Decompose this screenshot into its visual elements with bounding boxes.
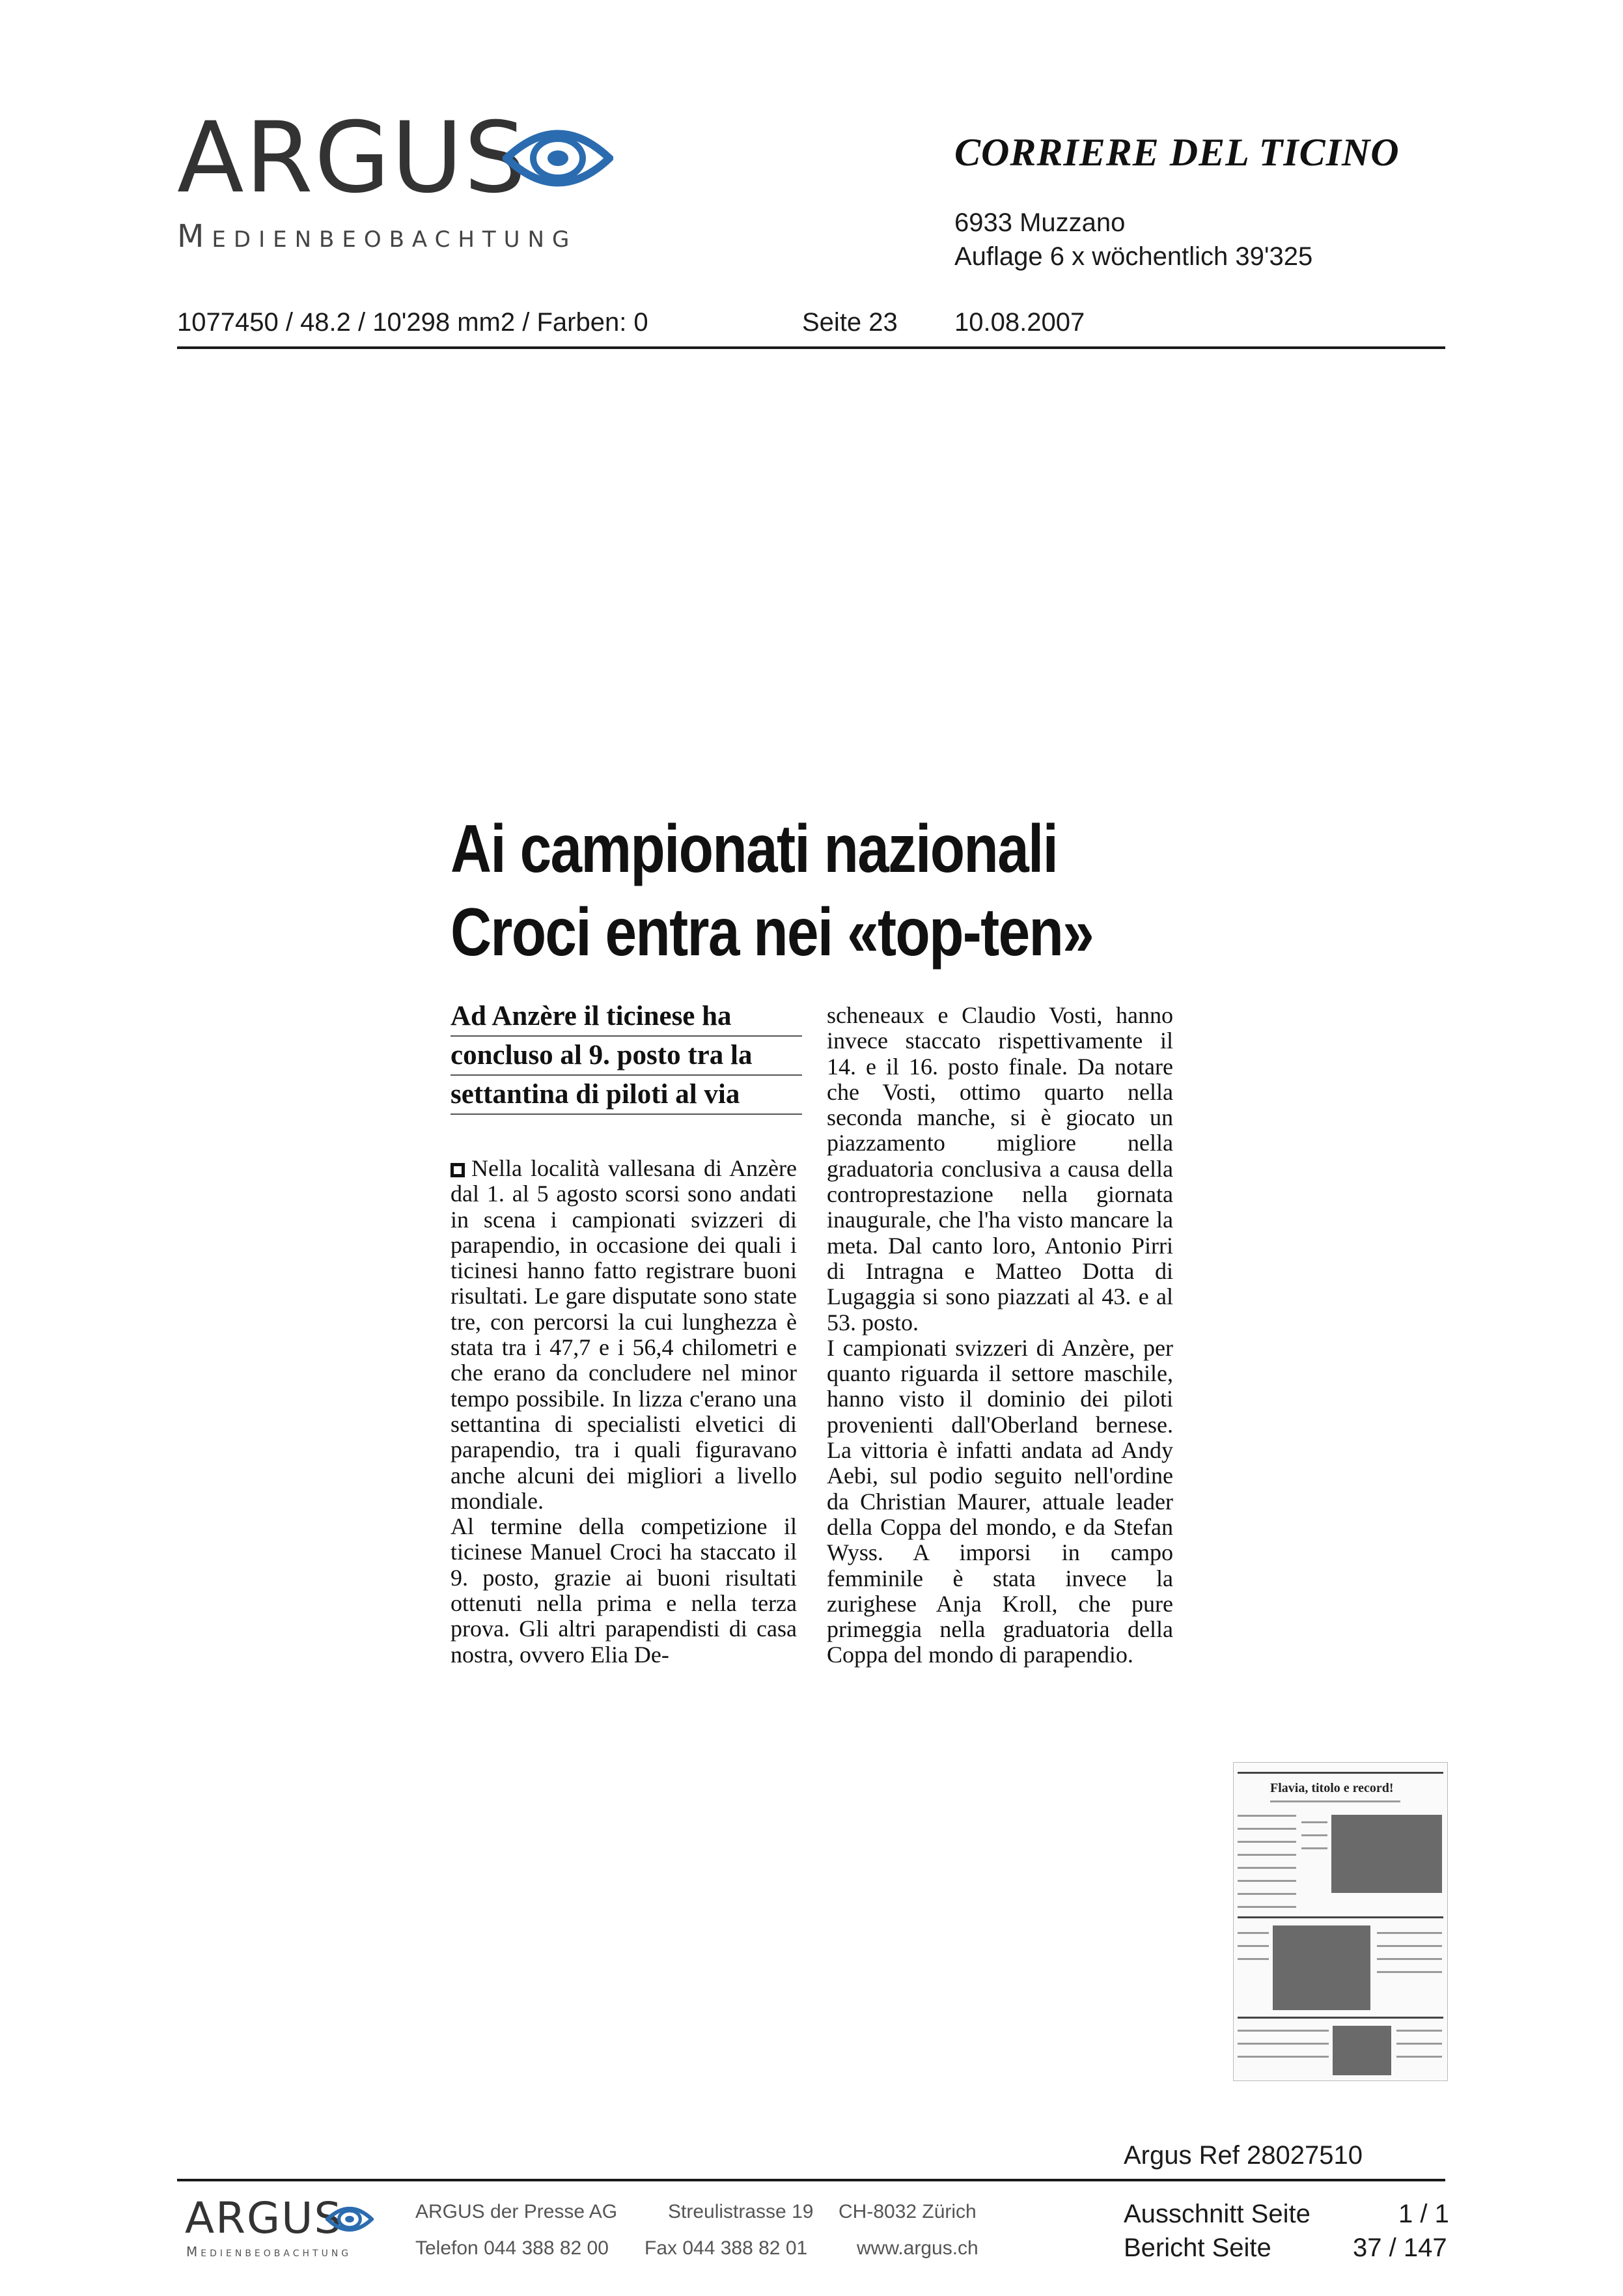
argus-reference: Argus Ref 28027510 bbox=[1124, 2141, 1363, 2170]
argus-logo-text: ARGUS bbox=[177, 102, 528, 215]
page-number: Seite 23 bbox=[802, 308, 898, 337]
article-paragraph: I campionati svizzeri di Anzère, per quanto riguarda il settore maschile, hanno visto il dominio dei piloti provenienti dall'Oberland bernese. La vittoria è infatti andata ad Andy Aebi, sul podio seguito nell'ordine da Christian Maurer, attuale leader della Coppa del mondo, e da Stefan Wyss. A imporsi in campo femminile è stata invece la zurighese Anja Kroll, che pure primeggia nella graduatoria della Coppa del mondo di parapendio. bbox=[827, 1334, 1173, 1668]
article-title-line2: Croci entra nei «top-ten» bbox=[451, 895, 1094, 970]
clipping-meta: 1077450 / 48.2 / 10'298 mm2 / Farben: 0 bbox=[177, 308, 648, 337]
footer-phone: Telefon 044 388 82 00 bbox=[415, 2237, 609, 2259]
footer-argus-logo-subtitle: Medienbeobachtung bbox=[186, 2244, 352, 2260]
header-divider bbox=[177, 346, 1445, 349]
article-subtitle bbox=[451, 998, 802, 1115]
thumbnail-photo bbox=[1331, 1815, 1442, 1893]
thumbnail-photo bbox=[1333, 2026, 1391, 2075]
bericht-value: 37 / 147 bbox=[1353, 2233, 1447, 2262]
publication-circulation: Auflage 6 x wöchentlich 39'325 bbox=[954, 242, 1313, 271]
thumbnail-photo bbox=[1273, 1925, 1370, 2010]
article-column-2 bbox=[827, 1003, 1173, 1668]
ausschnitt-value: 1 / 1 bbox=[1398, 2200, 1449, 2228]
footer-company: ARGUS der Presse AG bbox=[415, 2201, 618, 2222]
article-paragraph: scheneaux e Claudio Vosti, hanno invece staccato rispettivamente il 14. e il 16. posto finale. Da notare che Vosti, ottimo quarto nella seconda manche, si è giocato un piazzamento migliore nella graduatoria conclusiva a causa della controprestazione nella giornata inaugurale, che l'ha visto mancare la meta. Dal canto loro, Antonio Pirri di Intragna e Matteo Dotta di Lugaggia si sono piazzati al 43. e al 53. posto. bbox=[827, 1002, 1173, 1336]
article-paragraph: Nella località vallesana di Anzère dal 1. al 5 agosto scorsi sono andati in scena i campionati svizzeri di parapendio, in occasione dei quali i ticinesi hanno fatto registrare buoni risultati. Le gare disputate sono state tre, con percorsi la cui lunghezza è stata tra i 47,7 e i 56,4 chilometri e che erano da concludere nel minor tempo possibile. In lizza c'erano una settantina di specialisti elvetici di parapendio, tra i quali figuravano anche alcuni dei migliori a livello mondiale. bbox=[451, 1155, 797, 1514]
footer-argus-eye-logo-icon bbox=[326, 2201, 374, 2237]
square-bullet-icon bbox=[451, 1163, 465, 1177]
argus-logo-subtitle: Medienbeobachtung bbox=[177, 218, 577, 255]
argus-eye-logo-icon bbox=[503, 116, 613, 201]
subtitle-line: concluso al 9. posto tra la bbox=[451, 1037, 802, 1076]
publication-place: 6933 Muzzano bbox=[954, 208, 1126, 237]
footer-city: CH-8032 Zürich bbox=[839, 2201, 977, 2222]
footer-divider bbox=[177, 2179, 1445, 2181]
bericht-label: Bericht Seite bbox=[1124, 2233, 1271, 2262]
footer-website[interactable]: www.argus.ch bbox=[857, 2237, 978, 2259]
thumbnail-headline: Flavia, titolo e record! bbox=[1270, 1781, 1394, 1795]
subtitle-line: settantina di piloti al via bbox=[451, 1076, 802, 1115]
subtitle-line: Ad Anzère il ticinese ha bbox=[451, 998, 802, 1037]
publication-name: CORRIERE DEL TICINO bbox=[954, 131, 1400, 174]
article-title-line1: Ai campionati nazionali bbox=[451, 811, 1058, 887]
page-thumbnail bbox=[1233, 1762, 1448, 2081]
footer-fax: Fax 044 388 82 01 bbox=[645, 2237, 808, 2259]
footer-street: Streulistrasse 19 bbox=[668, 2201, 814, 2222]
article-paragraph: Al termine della competizione il ticinese Manuel Croci ha staccato il 9. posto, grazie ai buoni risultati ottenuti nella prima e nella terza prova. Gli altri parapendisti di casa nostra, ovvero Elia De- bbox=[451, 1513, 797, 1668]
footer-argus-logo-text: ARGUS bbox=[185, 2193, 343, 2243]
article-column-1 bbox=[451, 1156, 797, 1668]
ausschnitt-label: Ausschnitt Seite bbox=[1124, 2200, 1311, 2228]
publication-date: 10.08.2007 bbox=[954, 308, 1085, 337]
